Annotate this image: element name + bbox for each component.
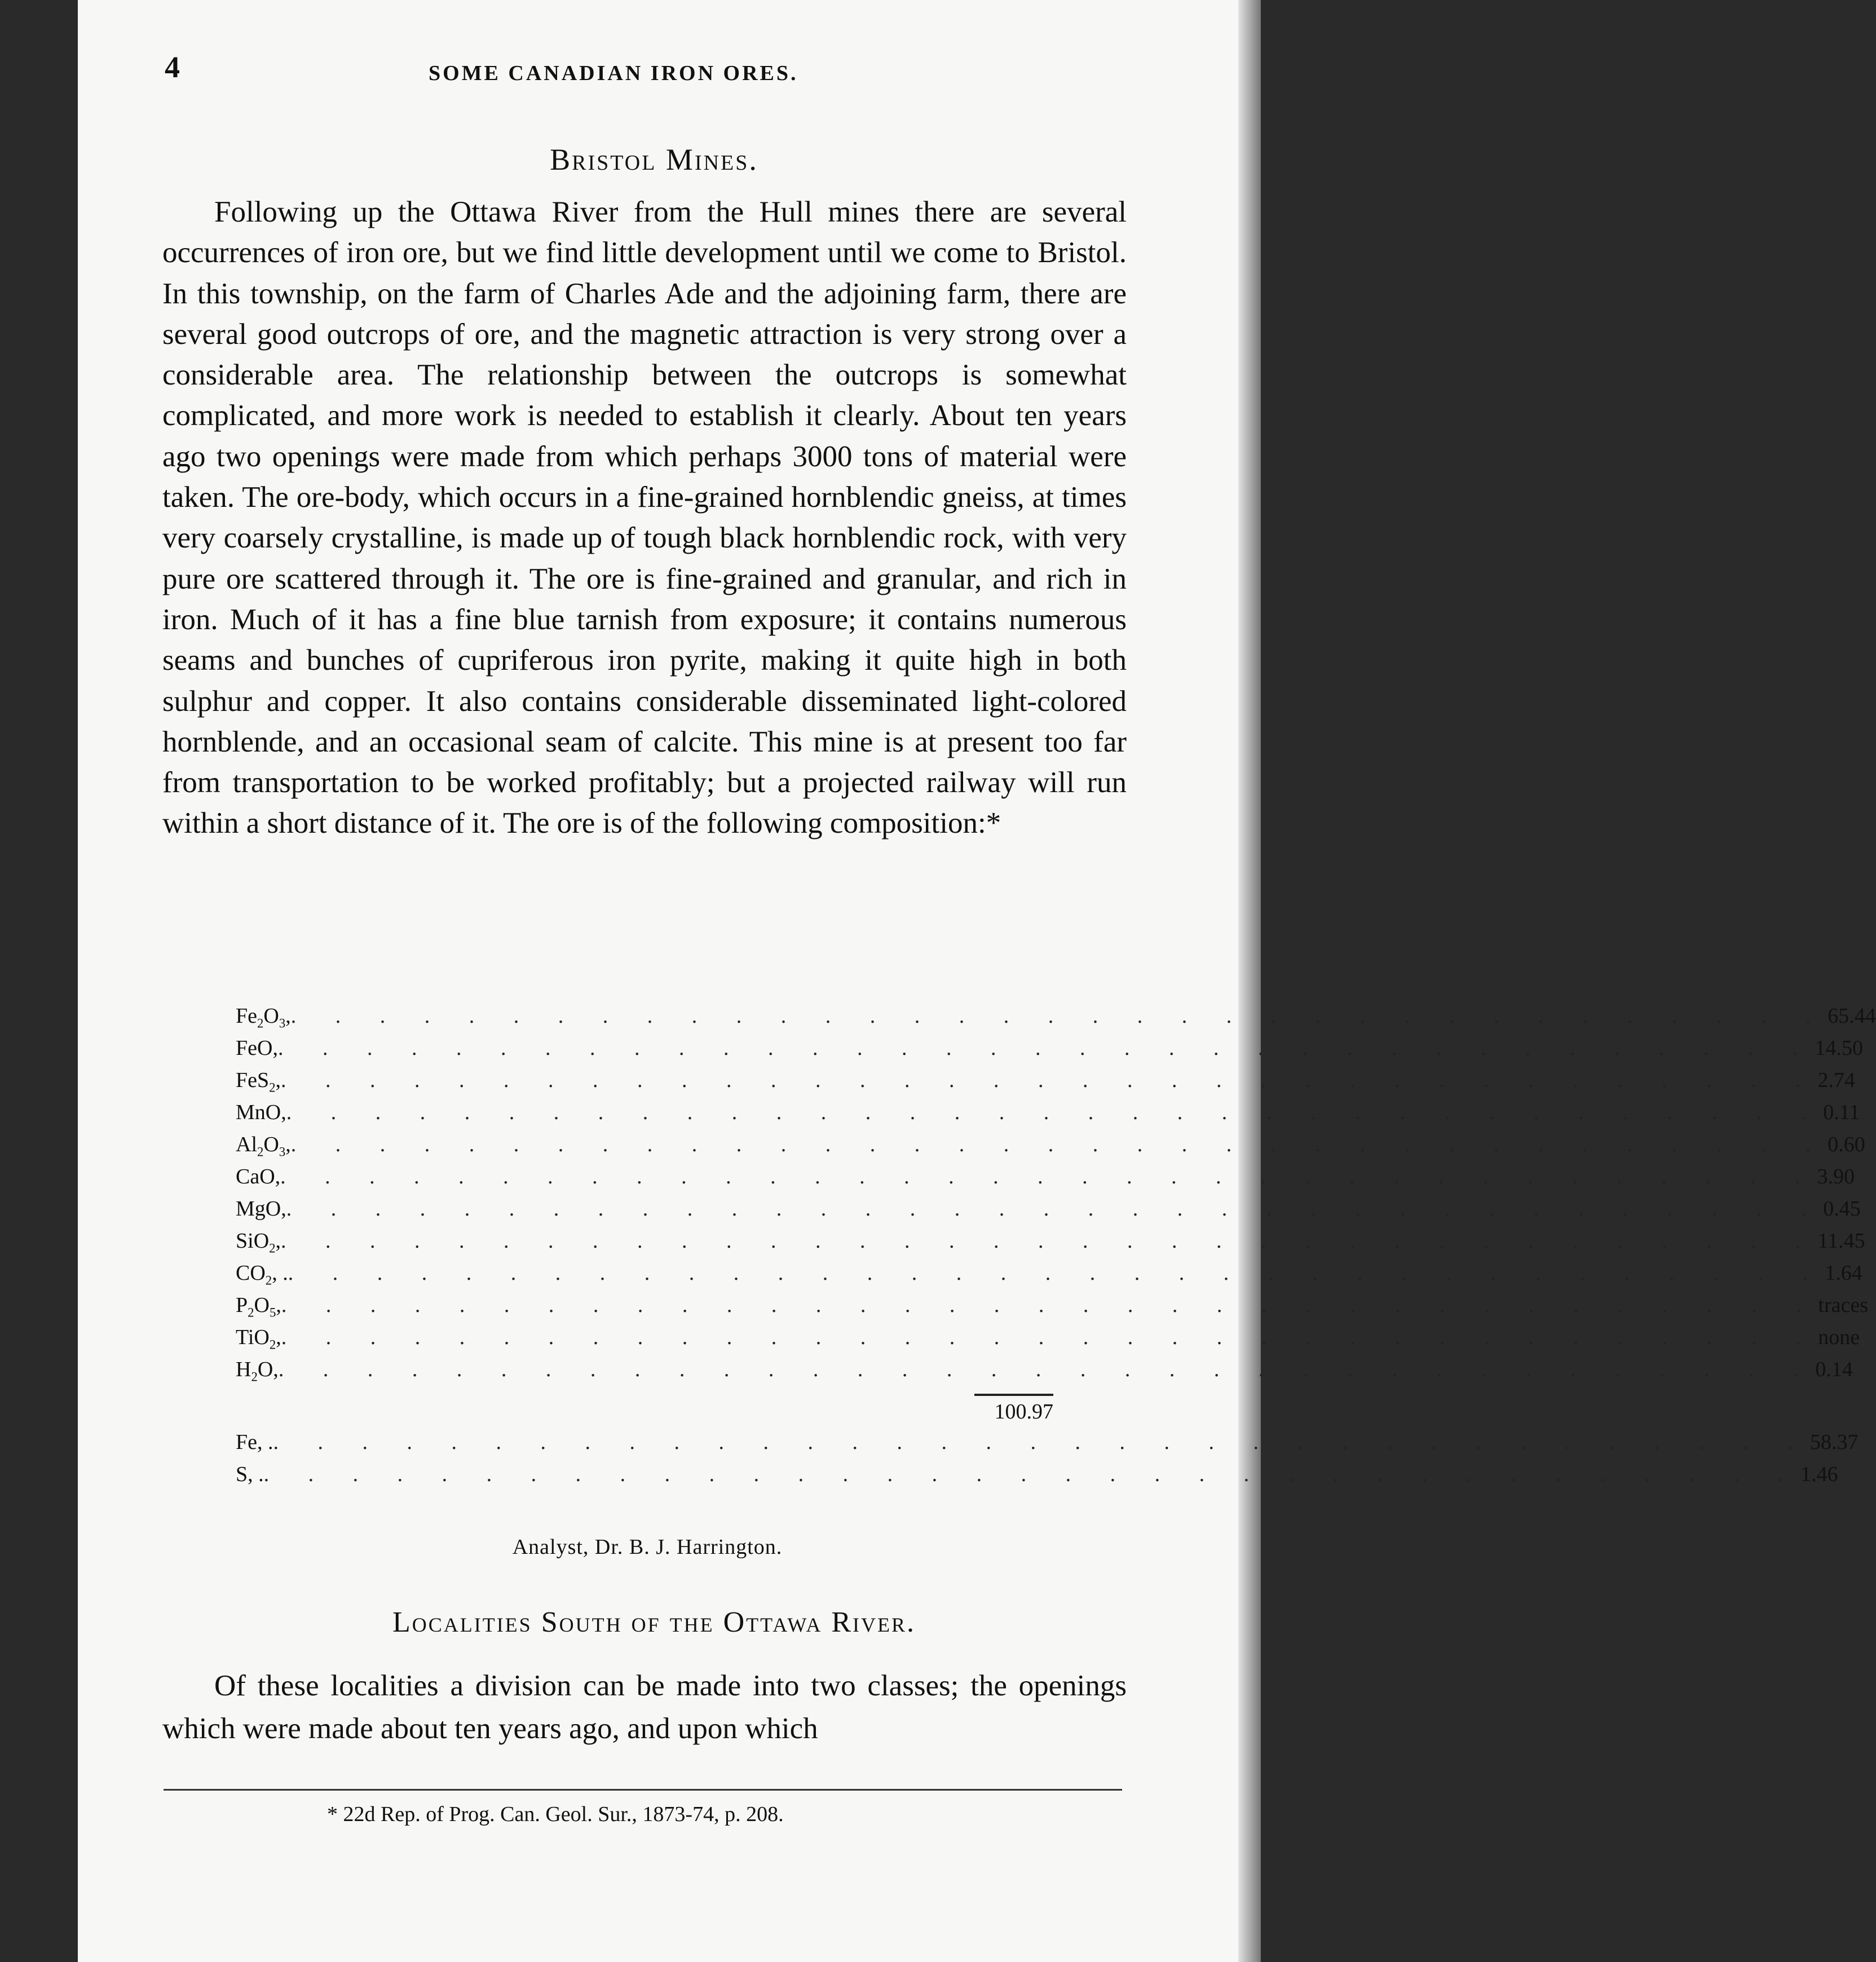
element-row: [236, 1462, 1838, 1494]
composition-row: [236, 1293, 1869, 1325]
compound-label: TiO$_2$,: [236, 1325, 281, 1352]
ore-composition-table: [236, 1004, 1876, 1494]
dot-leader: . . . . . . . . . . . . . . . . . . . . . . . . . . . . . . . . . . .: [290, 1133, 1828, 1156]
composition-row: [236, 1004, 1876, 1036]
compound-label: FeO,: [236, 1036, 278, 1060]
running-title: SOME CANADIAN IRON ORES.: [429, 61, 798, 85]
composition-row: [236, 1229, 1865, 1261]
total-value: 100.97: [994, 1400, 1053, 1424]
compound-label: $H_2O$,: [236, 1358, 279, 1384]
composition-row: [236, 1068, 1856, 1100]
dot-leader: . . . . . . . . . . . . . . . . . . . . . . . . . . . . . . . . . . .: [281, 1325, 1818, 1349]
composition-value: 1.64: [1825, 1261, 1862, 1285]
dot-leader: . . . . . . . . . . . . . . . . . . . . . . . . . . . . . . . . . . .: [290, 1004, 1828, 1028]
composition-value: 11.45: [1817, 1229, 1865, 1253]
dot-leader: . . . . . . . . . . . . . . . . . . . . . . . . . . . . . . . . . . .: [281, 1293, 1818, 1317]
total-row: [236, 1399, 1053, 1430]
dot-leader: . . . . . . . . . . . . . . . . . . . . . . . . . . . . . . . . . . .: [277, 1036, 1815, 1060]
element-row: [236, 1430, 1859, 1462]
composition-value: 3.90: [1817, 1165, 1855, 1188]
composition-value: 0.11: [1823, 1101, 1860, 1124]
compound-label: MnO,: [236, 1101, 286, 1124]
compound-label: MgO,: [236, 1197, 286, 1221]
composition-row: [236, 1100, 1860, 1132]
bristol-mines-paragraph: Following up the Ottawa River from the Hull mines there are several occurrences of iron ore, but we find little development until we come to Bristol. In this township, on the farm of Charles Ade and the adjoining farm, there are several good outcrops of ore, and the magnetic attraction is very strong over a considerable area. The relationship between the outcrops is somewhat complicated, and more work is needed to establish it clearly. About ten years ago two openings were made from which perhaps 3000 tons of material were taken. The ore-body, which occurs in a fine-grained hornblendic gneiss, at times very coarsely crystalline, is made up of tough black hornblendic rock, with very pure ore scattered through it. The ore is fine-grained and granular, and rich in iron. Much of it has a fine blue tarnish from exposure; it contains numerous seams and bunches of cupriferous iron pyrite, making it quite high in both sulphur and copper. It also contains considerable disseminated light-colored hornblende, and an occasional seam of calcite. This mine is at present too far from transportation to be worked profitably; but a projected railway will run within a short distance of it. The ore is of the following composition:*: [162, 196, 1127, 840]
page-edge-shadow: [1238, 0, 1261, 1962]
compound-label: $P_2O_5$,: [236, 1293, 281, 1320]
composition-value: 65.44: [1828, 1004, 1876, 1028]
element-label: Fe, .: [236, 1430, 273, 1454]
dot-leader: . . . . . . . . . . . . . . . . . . . . . . . . . . . . . . . . . . .: [281, 1229, 1818, 1253]
dot-leader: . . . . . . . . . . . . . . . . . . . . . . . . . . . . . . . . . . .: [286, 1101, 1824, 1124]
composition-value: 14.50: [1815, 1036, 1863, 1060]
element-value: 1.46: [1800, 1462, 1838, 1486]
localities-paragraph: Of these localities a division can be made into two classes; the openings which were made about ten years ago, and upon which: [162, 1669, 1127, 1745]
footnote: * 22d Rep. of Prog. Can. Geol. Sur., 1873-74, p. 208.: [327, 1802, 784, 1826]
composition-row: [236, 1357, 1853, 1389]
section-title-localities: Localities South of the Ottawa River.: [392, 1606, 916, 1638]
dot-leader: . . . . . . . . . . . . . . . . . . . . . . . . . . . . . . . . . . .: [278, 1358, 1816, 1381]
compound-label: FeS$_2$,: [236, 1068, 281, 1095]
compound-label: SiO$_2$,: [236, 1229, 281, 1256]
dot-leader: . . . . . . . . . . . . . . . . . . . . . . . . . . . . . . . . . . .: [288, 1261, 1825, 1285]
composition-value: 0.60: [1828, 1133, 1865, 1156]
section-title-bristol-mines: Bristol Mines.: [550, 143, 758, 176]
footnote-divider: [164, 1789, 1122, 1791]
compound-label: $Fe_2O_3$,: [236, 1004, 291, 1031]
total-rule: [974, 1394, 1053, 1396]
dot-leader: . . . . . . . . . . . . . . . . . . . . . . . . . . . . . . . . . . .: [281, 1068, 1818, 1092]
composition-value: traces: [1818, 1293, 1869, 1317]
dot-leader: . . . . . . . . . . . . . . . . . . . . . . . . . . . . . . . . . . .: [280, 1165, 1817, 1188]
composition-value: 0.14: [1815, 1358, 1853, 1381]
compound-label: CaO,: [236, 1165, 281, 1188]
compound-label: $CO_2$, .: [236, 1261, 288, 1288]
composition-value: 2.74: [1817, 1068, 1856, 1092]
compound-label: $Al_2O_3$,: [236, 1133, 291, 1159]
composition-row: [236, 1036, 1863, 1068]
dot-leader: . . . . . . . . . . . . . . . . . . . . . . . . . . . . . . . . . . .: [286, 1197, 1824, 1221]
composition-row: [236, 1325, 1860, 1357]
composition-value: none: [1818, 1325, 1860, 1349]
composition-value: 0.45: [1823, 1197, 1861, 1221]
dot-leader: . . . . . . . . . . . . . . . . . . . . . . . . . . . . . . . . . . .: [263, 1462, 1801, 1486]
composition-row: [236, 1261, 1862, 1293]
composition-row: [236, 1196, 1861, 1229]
dot-leader: . . . . . . . . . . . . . . . . . . . . . . . . . . . . . . . . . . .: [273, 1430, 1810, 1454]
composition-row: [236, 1132, 1865, 1164]
element-label: S, .: [236, 1462, 264, 1486]
element-value: 58.37: [1810, 1430, 1859, 1454]
analyst-credit: Analyst, Dr. B. J. Harrington.: [512, 1535, 783, 1559]
composition-row: [236, 1164, 1855, 1196]
page-number: 4: [165, 50, 180, 84]
